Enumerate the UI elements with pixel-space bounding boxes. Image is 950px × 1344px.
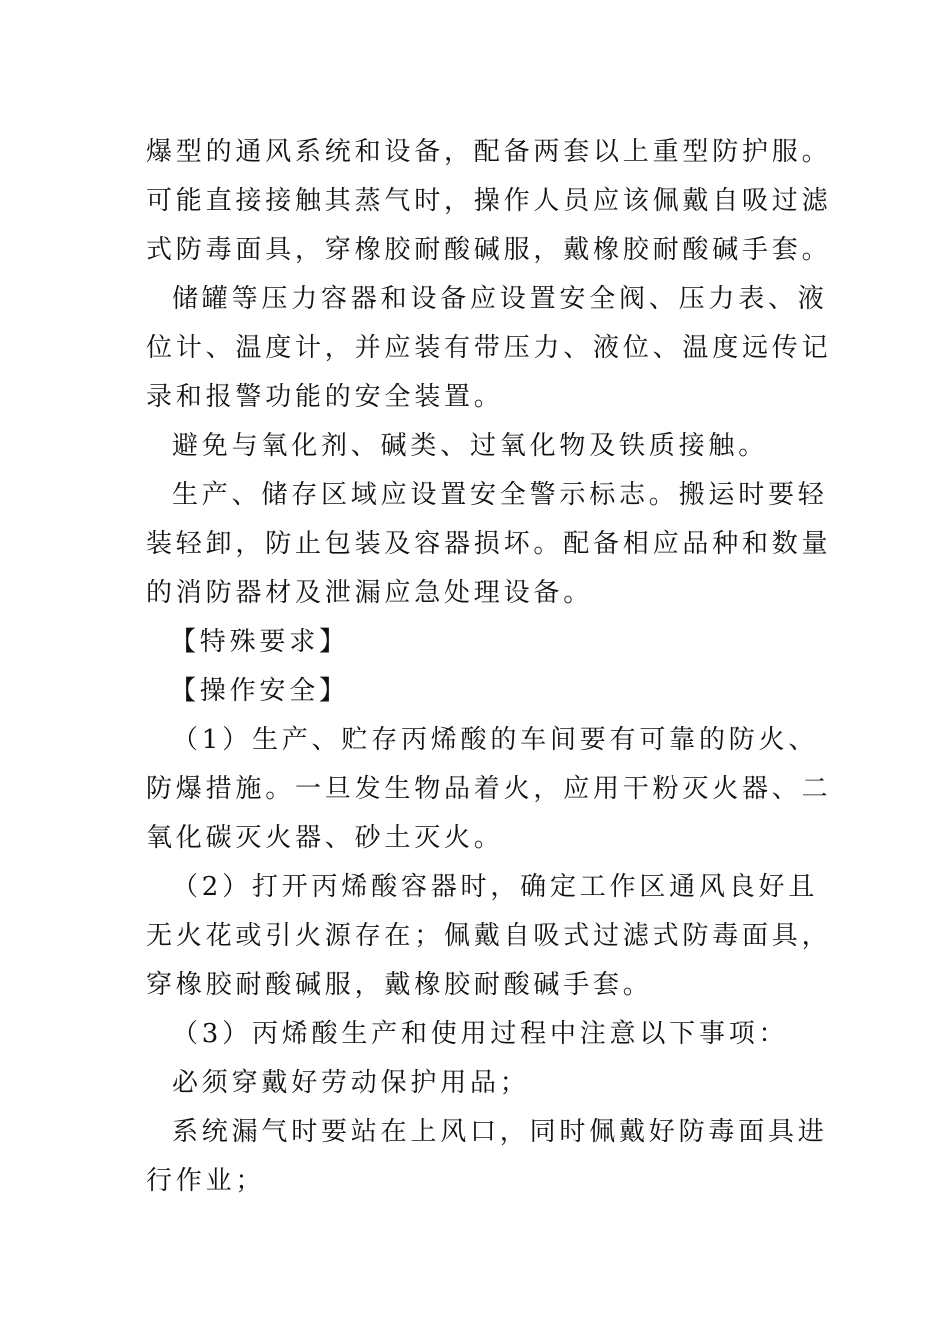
document-body <box>146 128 846 1206</box>
para-item-3-b: 系统漏气时要站在上风口，同时佩戴好防毒面具进行作业； <box>146 1117 828 1196</box>
heading-special-requirements: 【特殊要求】 <box>170 627 349 657</box>
para-item-2: （2）打开丙烯酸容器时，确定工作区通风良好且无火花或引火源存在；佩戴自吸式过滤式防毒面具，穿橡胶耐酸碱服，戴橡胶耐酸碱手套。 <box>146 872 832 1000</box>
para-item-3: （3）丙烯酸生产和使用过程中注意以下事项： <box>172 1019 789 1049</box>
para-warning-signs-handling: 生产、储存区域应设置安全警示标志。搬运时要轻装轻卸，防止包装及容器损坏。配备相应品种和数量的消防器材及泄漏应急处理设备。 <box>146 480 832 608</box>
para-item-3-a: 必须穿戴好劳动保护用品； <box>172 1068 530 1098</box>
para-ventilation-protective-wear: 爆型的通风系统和设备，配备两套以上重型防护服。可能直接接触其蒸气时，操作人员应该佩戴自吸过滤式防毒面具，穿橡胶耐酸碱服，戴橡胶耐酸碱手套。 <box>146 137 832 265</box>
para-item-1: （1）生产、贮存丙烯酸的车间要有可靠的防火、防爆措施。一旦发生物品着火，应用干粉灭火器、二氧化碳灭火器、砂土灭火。 <box>146 725 832 853</box>
para-pressure-vessel-safety: 储罐等压力容器和设备应设置安全阀、压力表、液位计、温度计，并应装有带压力、液位、温度远传记录和报警功能的安全装置。 <box>146 284 832 412</box>
heading-operation-safety: 【操作安全】 <box>170 676 349 706</box>
para-avoid-contact: 避免与氧化剂、碱类、过氧化物及铁质接触。 <box>172 431 769 461</box>
